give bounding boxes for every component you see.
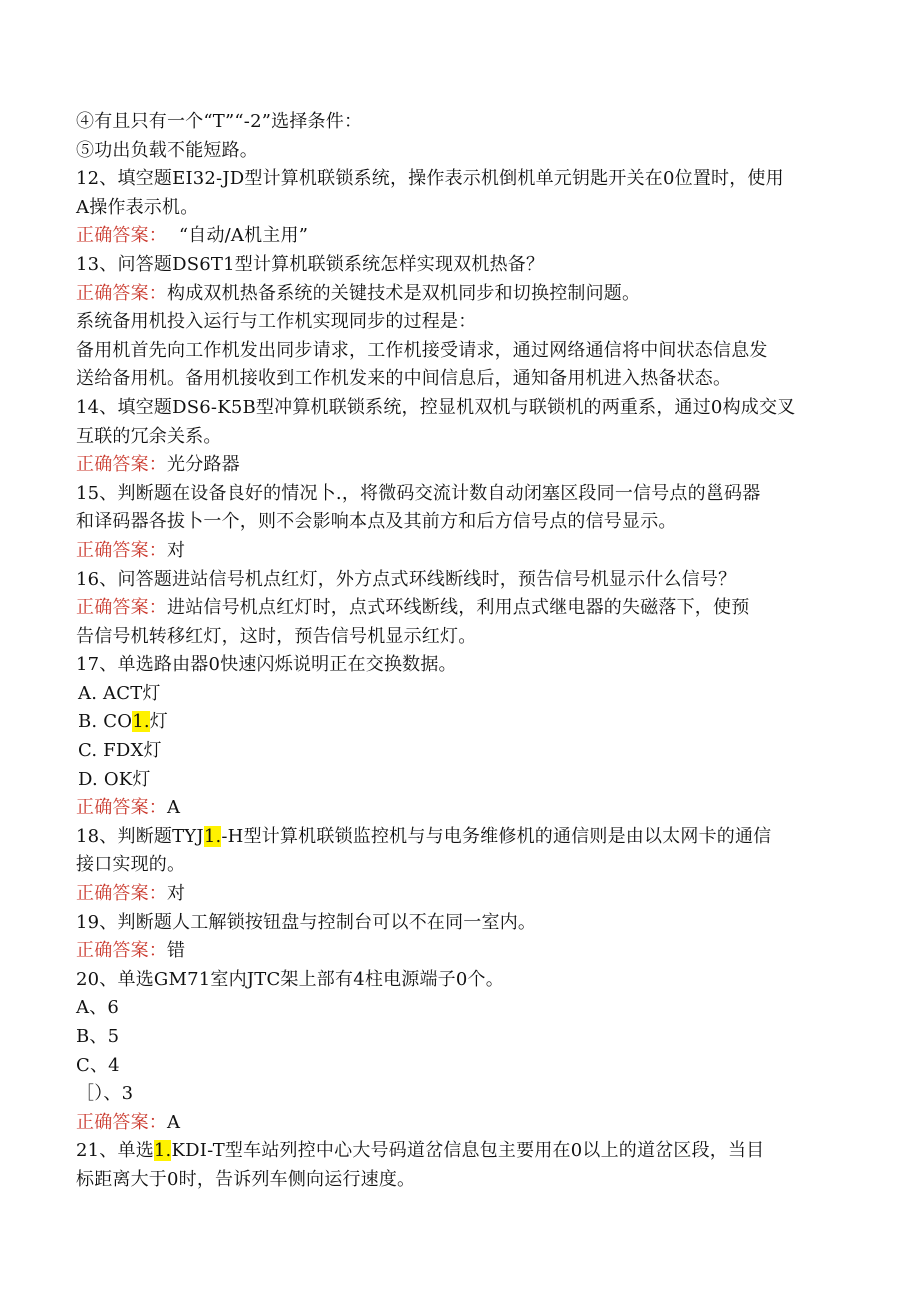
question-19: 19、判断题人工解锁按钮盘与控制台可以不在同一室内。 <box>76 911 537 933</box>
question-text: 18、判断题TYJ <box>76 825 204 847</box>
highlight-mark: 1. <box>132 711 150 733</box>
document-page <box>76 108 856 1195</box>
question-20: 20、单选GM71室内JTC架上部有4柱电源端子0个。 <box>76 968 504 990</box>
answer-12 <box>76 222 856 251</box>
answer-value: 构成双机热备系统的关键技术是双机同步和切换控制问题。 <box>167 282 641 304</box>
question-text: -H型计算机联锁监控机与与电务维修机的通信则是由以太网卡的通信 <box>221 825 772 847</box>
option-d: D. OK灯 <box>78 768 151 790</box>
answer-15 <box>76 537 856 566</box>
answer-value: A <box>167 1111 181 1133</box>
answer-value: A <box>167 797 181 819</box>
option-d: ［）、3 <box>76 1083 134 1105</box>
text-line: 备用机首先向工作机发出同步请求，工作机接受请求，通过网络通信将中间状态信息发 <box>76 339 768 361</box>
answer-value: 对 <box>167 883 186 905</box>
answer-label: 正确答案： <box>76 940 167 962</box>
text-line: 送给备用机。备用机接收到工作机发来的中间信息后，通知备用机进入热备状态。 <box>76 368 732 390</box>
option-b <box>76 708 856 737</box>
text-line: ④有且只有一个“T”“-2”选择条件： <box>76 111 363 132</box>
option-c: C、4 <box>76 1054 120 1076</box>
answer-label: 正确答案： <box>76 539 167 561</box>
option-text: 灯 <box>149 711 168 733</box>
question-13: 13、问答题DS6T1型计算机联锁系统怎样实现双机热备？ <box>76 253 545 275</box>
question-text: KDI-T型车站列控中心大号码道岔信息包主要用在0以上的道岔区段，当目 <box>171 1140 765 1162</box>
answer-value: 进站信号机点红灯时，点式环线断线，利用点式继电器的失磁落下，使预 <box>167 597 750 619</box>
text-line: 系统备用机投入运行与工作机实现同步的过程是： <box>76 311 477 333</box>
question-15: 15、判断题在设备良好的情况卜.，将微码交流计数自动闭塞区段同一信号点的邕码器 <box>76 482 761 504</box>
answer-value: 对 <box>167 539 186 561</box>
highlight-mark: 1. <box>153 1140 172 1162</box>
text-line: A操作表示机。 <box>76 196 199 218</box>
text-line: 标距离大于0时，告诉列车侧向运行速度。 <box>76 1168 416 1190</box>
text-line: 和译码器各拔卜一个，则不会影响本点及其前方和后方信号点的信号显示。 <box>76 511 677 533</box>
highlight-mark: 1. <box>203 825 222 847</box>
answer-label: 正确答案： <box>76 225 167 247</box>
text-line: 互联的冗余关系。 <box>76 425 222 447</box>
answer-label: 正确答案： <box>76 797 167 819</box>
question-21 <box>76 1137 856 1166</box>
answer-16 <box>76 594 856 623</box>
option-a: A. ACT灯 <box>78 682 161 704</box>
question-16: 16、问答题进站信号机点红灯，外方点式环线断线时，预告信号机显示什么信号？ <box>76 568 737 590</box>
text-line: 接口实现的。 <box>76 854 186 876</box>
answer-value: “自动/A机主用” <box>178 225 309 247</box>
answer-label: 正确答案： <box>76 282 167 304</box>
option-text: B. CO <box>78 711 133 733</box>
answer-20 <box>76 1109 856 1138</box>
answer-label: 正确答案： <box>76 1111 167 1133</box>
answer-13 <box>76 280 856 309</box>
option-b: B、5 <box>76 1026 120 1047</box>
question-14: 14、填空题DS6-K5B型冲算机联锁系统，控显机双机与联锁机的两重系，通过0构成交叉 <box>76 396 796 418</box>
answer-label: 正确答案： <box>76 883 167 905</box>
option-a: A、6 <box>76 997 120 1019</box>
text-line: ⑤功出负载不能短路。 <box>76 139 258 161</box>
answer-value: 错 <box>167 940 186 962</box>
question-18 <box>76 823 856 852</box>
answer-19 <box>76 937 856 966</box>
answer-value: 光分路器 <box>167 454 240 476</box>
question-17: 17、单选路由器0快速闪烁说明正在交换数据。 <box>76 654 457 676</box>
option-c: C. FDX灯 <box>78 740 162 762</box>
question-12: 12、填空题EI32-JD型计算机联锁系统，操作表示机倒机单元钥匙开关在0位置时，使用 <box>76 168 784 190</box>
answer-label: 正确答案： <box>76 454 167 476</box>
answer-label: 正确答案： <box>76 597 167 619</box>
answer-17 <box>76 794 856 823</box>
question-text: 21、单选 <box>76 1140 154 1162</box>
text-line: 告信号机转移红灯，这时，预告信号机显示红灯。 <box>76 625 477 647</box>
answer-18 <box>76 880 856 909</box>
answer-14 <box>76 451 856 480</box>
